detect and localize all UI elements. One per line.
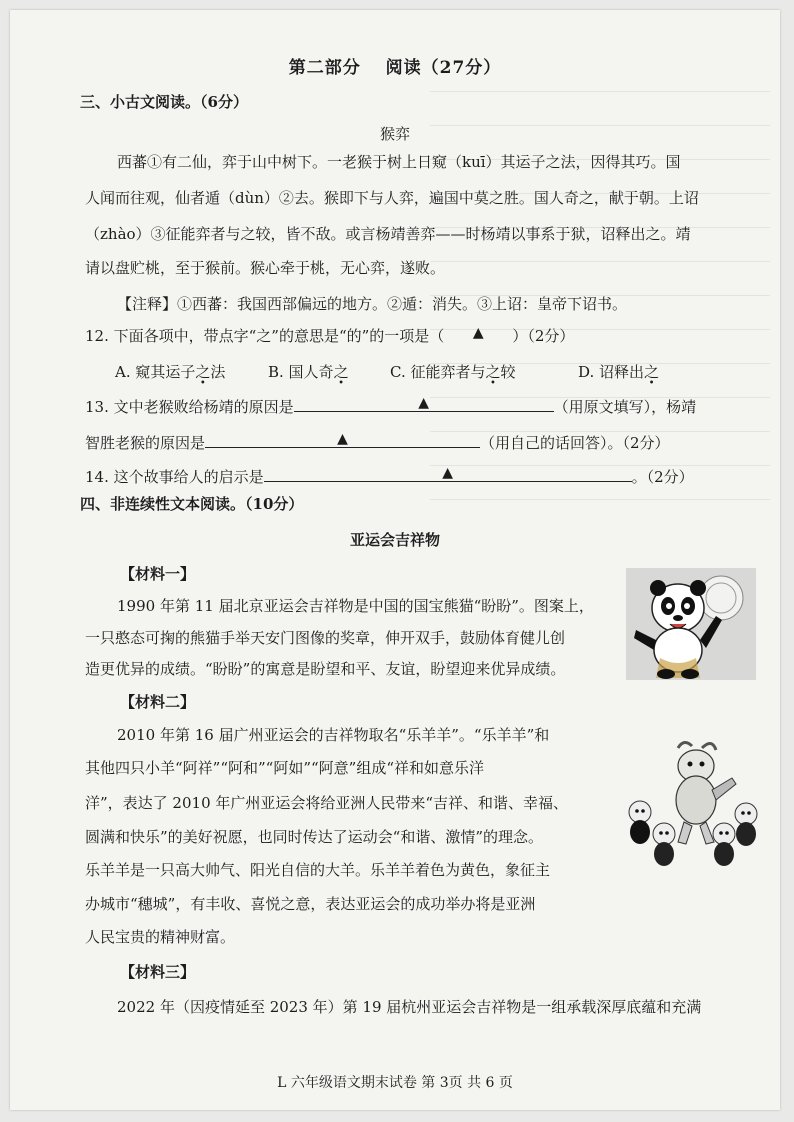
q14-blank[interactable] [264, 466, 632, 482]
material2-line: 洋”，表达了 2010 年广州亚运会将给亚洲人民带来“吉祥、和谐、幸福、 [85, 794, 569, 812]
panda-mascot-image [626, 568, 756, 680]
question-12 [85, 326, 574, 346]
q14-end: 。（2分） [631, 468, 694, 486]
material1-line: 1990 年第 11 届北京亚运会吉祥物是中国的国宝熊猫“盼盼”。图案上， [117, 597, 594, 615]
q13-blank-1[interactable] [294, 396, 554, 412]
material3-label: 【材料三】 [120, 963, 196, 981]
material3-line: 2022 年（因疫情延至 2023 年）第 19 届杭州亚运会吉祥物是一组承载深厚底蕴和充满 [117, 998, 702, 1016]
question-13-line1 [85, 396, 696, 417]
q12-option-b: B. 国人奇之 [268, 363, 349, 381]
material2-line: 乐羊羊是一只高大帅气、阳光自信的大羊。乐羊羊着色为黄色，象征主 [85, 861, 551, 879]
passage-line: （zhào）③征能弈者与之较，皆不敌。或言杨靖善弈——时杨靖以事系于狱，诏释出之。靖 [85, 225, 691, 243]
page-footer: L 六年级语文期末试卷 第 3页 共 6 页 [277, 1075, 513, 1091]
q13-blank-2[interactable] [205, 432, 480, 448]
material2-line: 圆满和快乐”的美好祝愿，也同时传达了运动会“和谐、激情”的理念。 [85, 828, 544, 846]
triangle-icon: ▲ [472, 325, 484, 341]
triangle-icon: ▲ [337, 431, 348, 447]
q13-stem-cont: （用原文填写），杨靖 [553, 398, 697, 416]
passage-title-2: 亚运会吉祥物 [349, 531, 440, 549]
passage-line: 人闻而往观，仙者遁（dùn）②去。猴即下与人弈，遍国中莫之胜。国人奇之，献于朝。上诏 [85, 189, 699, 207]
goat-mascots-image [620, 738, 762, 876]
q12-option-c: C. 征能弈者与之较 [390, 363, 516, 381]
material2-line: 其他四只小羊“阿祥”“阿和”“阿如”“阿意”组成“祥和如意乐洋 [85, 759, 485, 777]
exam-page [10, 10, 780, 1110]
material2-line: 办城市“穗城”，有丰收、喜悦之意，表达亚运会的成功举办将是亚洲 [85, 895, 536, 913]
question-13-line2 [85, 432, 670, 453]
material1-line: 造更优异的成绩。“盼盼”的寓意是盼望和平、友谊，盼望迎来优异成绩。 [85, 660, 566, 678]
material1-line: 一只憨态可掬的熊猫手举天安门图像的奖章，伸开双手，鼓励体育健儿创 [85, 629, 566, 647]
q12-option-a: A. 窥其运子之法 [115, 363, 226, 381]
q14-stem: 14. 这个故事给人的启示是 [85, 468, 264, 486]
passage-line: 西蕃①有二仙，弈于山中树下。一老猴于树上日窥（kuī）其运子之法，因得其巧。国 [117, 153, 681, 171]
part-title: 第二部分 阅读（27分） [288, 58, 502, 78]
q12-stem-end: ）（2分） [512, 327, 575, 345]
q13-stem-2: 智胜老猴的原因是 [85, 434, 206, 452]
triangle-icon: ▲ [442, 465, 454, 481]
annotation-note: 【注释】①西蕃：我国西部偏远的地方。②遁：消失。③上诏：皇帝下诏书。 [117, 295, 628, 313]
section3-heading: 三、小古文阅读。（6分） [80, 93, 248, 111]
q12-stem: 12. 下面各项中，带点字“之”的意思是“的”的一项是（ [85, 327, 445, 345]
question-14 [85, 466, 694, 487]
material2-line: 人民宝贵的精神财富。 [85, 928, 236, 946]
q13-stem: 13. 文中老猴败给杨靖的原因是 [85, 398, 294, 416]
q12-answer-blank[interactable] [444, 326, 512, 341]
q13-stem-2-end: （用自己的话回答）。（2分） [480, 434, 670, 452]
material2-label: 【材料二】 [120, 693, 196, 711]
triangle-icon: ▲ [418, 395, 430, 411]
passage-title: 猴弈 [379, 125, 410, 143]
section4-heading: 四、非连续性文本阅读。（10分） [80, 495, 304, 513]
material2-line: 2010 年第 16 届广州亚运会的吉祥物取名“乐羊羊”。“乐羊羊”和 [117, 726, 550, 744]
q12-option-d: D. 诏释出之 [578, 363, 660, 381]
passage-line: 请以盘贮桃，至于猴前。猴心牵于桃，无心弈，遂败。 [85, 259, 446, 277]
material1-label: 【材料一】 [120, 565, 196, 583]
